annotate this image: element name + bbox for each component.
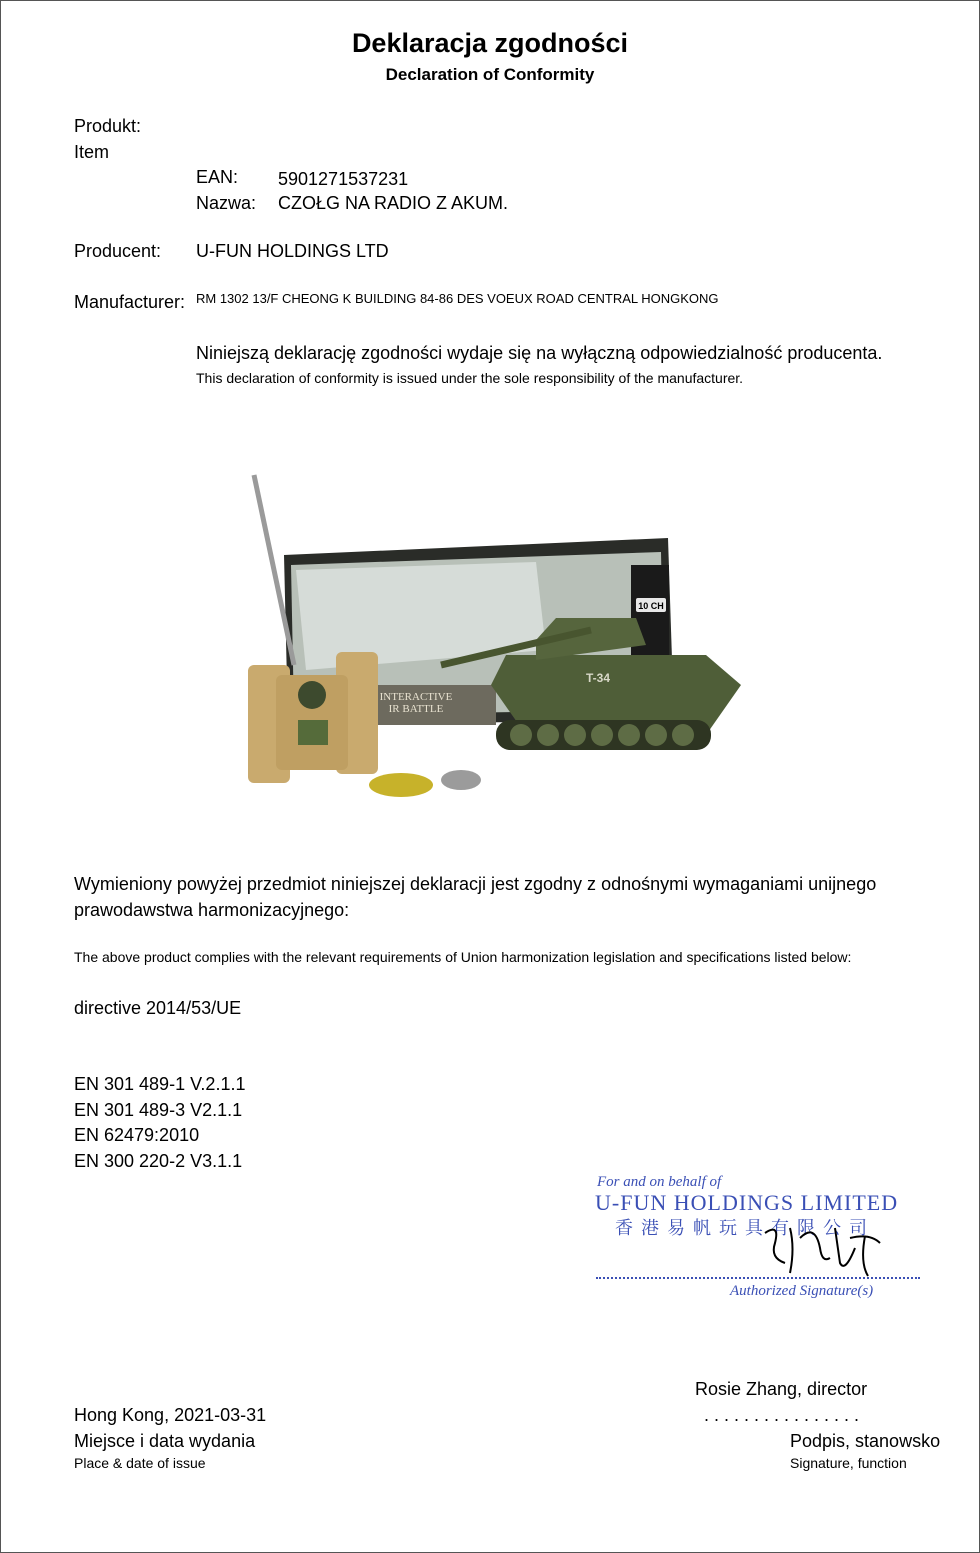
product-photo (236, 470, 756, 815)
stamp-company-name: U-FUN HOLDINGS LIMITED (595, 1190, 899, 1215)
ean-label: EAN: (196, 167, 239, 187)
ean-value: 5901271537231 (278, 169, 409, 189)
controller-dial (298, 681, 326, 709)
standard-1: EN 301 489-1 V.2.1.1 (74, 1074, 246, 1094)
compliance-pl-line1: Wymieniony powyżej przedmiot niniejszej deklaracji jest zgodny z odnośnymi wymaganiami unijnego (74, 874, 877, 894)
tank-marking: T-34 (586, 671, 611, 685)
accessory-cable (441, 770, 481, 790)
directive: directive 2014/53/UE (74, 998, 242, 1018)
producer-name: U-FUN HOLDINGS LTD (196, 241, 389, 261)
stamp-chinese-name: 香港易帆玩具有限公司 (615, 1218, 875, 1239)
box-badge-text: 10 CH (638, 601, 664, 611)
battery (369, 773, 433, 797)
standard-3: EN 62479:2010 (74, 1125, 200, 1145)
responsibility-pl: Niniejszą deklarację zgodności wydaje się na wyłączną odpowiedzialność producenta. (196, 343, 883, 363)
signer-name: Rosie Zhang, director (695, 1379, 868, 1399)
manufacturer-address: RM 1302 13/F CHEONG K BUILDING 84-86 DES VOEUX ROAD CENTRAL HONGKONG (196, 291, 719, 306)
responsibility-en: This declaration of conformity is issued under the sole responsibility of the manufacturer. (196, 370, 744, 386)
document-subtitle: Declaration of Conformity (385, 65, 595, 84)
box-text-1: INTERACTIVE (379, 691, 453, 703)
producer-label-pl: Producent: (74, 241, 162, 261)
stamp-line-1: For and on behalf of (597, 1174, 722, 1190)
standard-4: EN 300 220-2 V3.1.1 (74, 1151, 243, 1171)
box-text-2: IR BATTLE (388, 703, 444, 715)
name-value: CZOŁG NA RADIO Z AKUM. (278, 193, 509, 213)
place-date: Hong Kong, 2021-03-31 (74, 1405, 267, 1425)
company-stamp (590, 1170, 930, 1305)
standard-2: EN 301 489-3 V2.1.1 (74, 1100, 243, 1120)
document-title: Deklaracja zgodności (351, 28, 629, 58)
place-label-en: Place & date of issue (74, 1455, 206, 1471)
signature-dots: . . . . . . . . . . . . . . . . (704, 1405, 860, 1425)
compliance-en: The above product complies with the relevant requirements of Union harmonization legislation and specifications listed below: (74, 949, 852, 965)
name-label: Nazwa: (196, 193, 257, 213)
product-label-pl: Produkt: (74, 116, 142, 136)
signature-label-pl: Podpis, stanowsko (790, 1431, 941, 1451)
place-label-pl: Miejsce i data wydania (74, 1431, 256, 1451)
stamp-signature-line (596, 1277, 920, 1279)
controller-label (298, 720, 328, 745)
signature-label-en: Signature, function (790, 1455, 907, 1471)
product-label-en: Item (74, 142, 110, 162)
manufacturer-label-en: Manufacturer: (74, 292, 186, 312)
compliance-pl-line2: prawodawstwa harmonizacyjnego: (74, 900, 350, 920)
handwritten-signature (760, 1218, 890, 1280)
stamp-authorized-label: Authorized Signature(s) (730, 1283, 874, 1299)
